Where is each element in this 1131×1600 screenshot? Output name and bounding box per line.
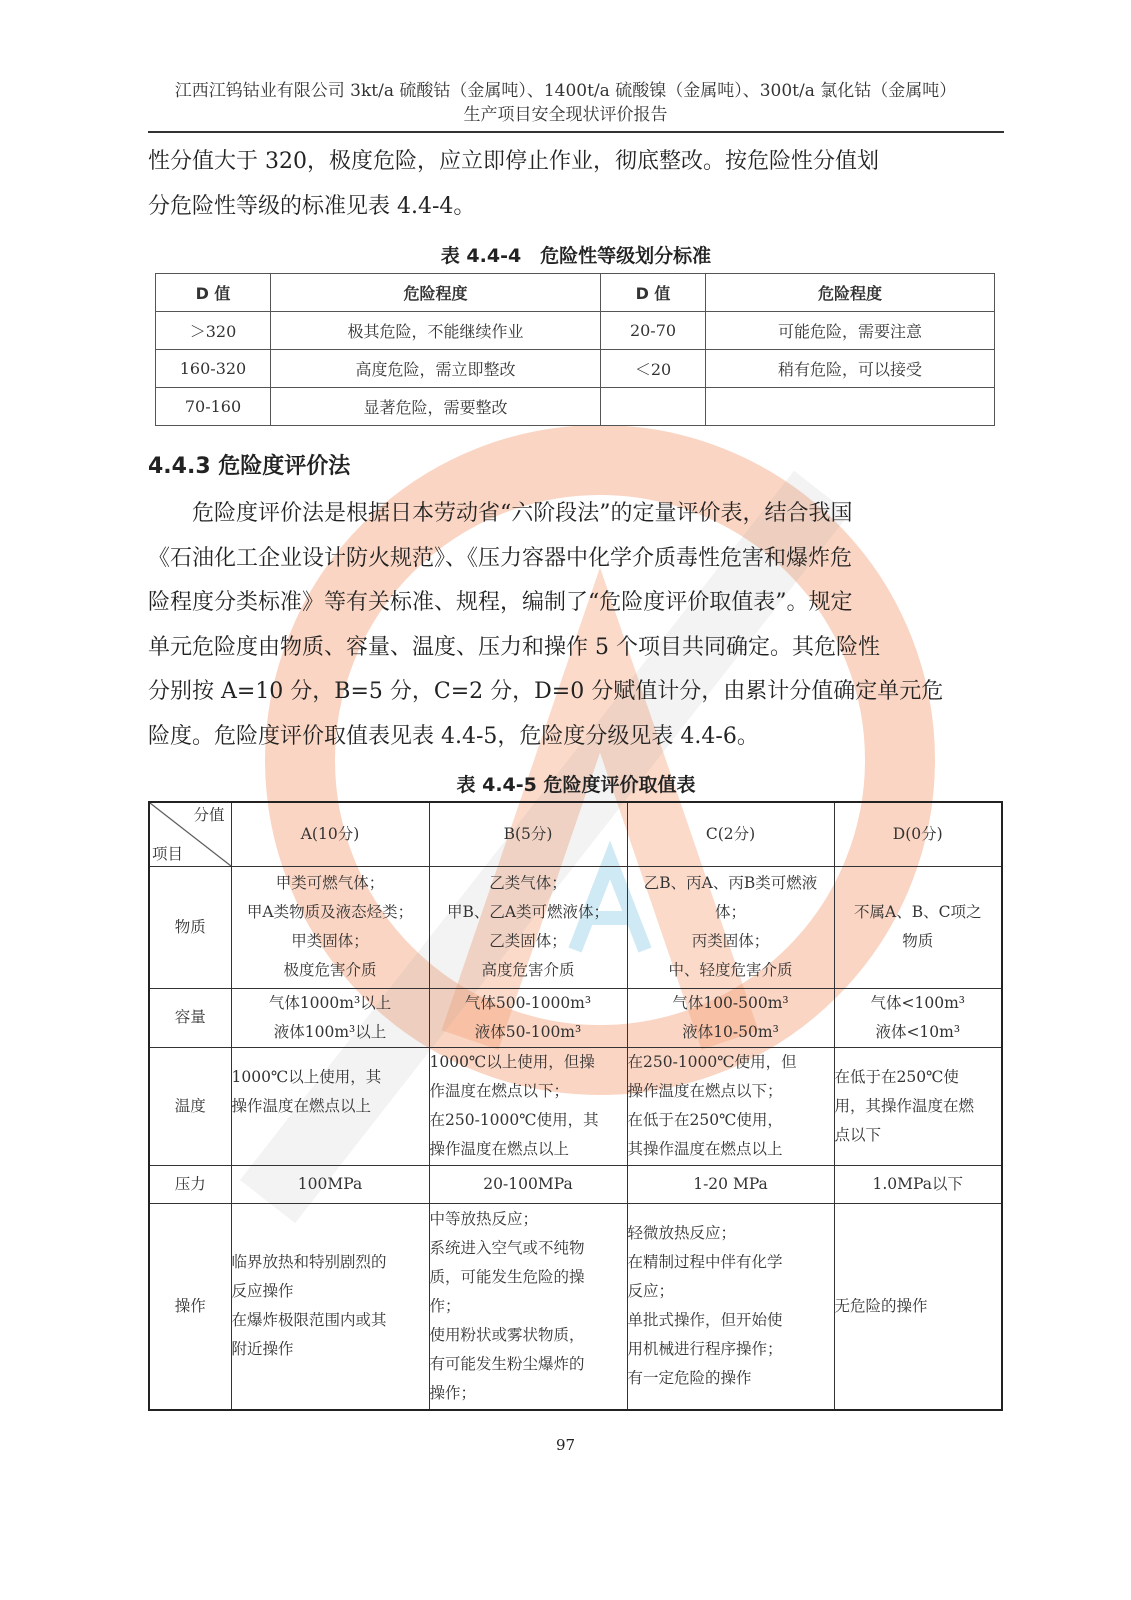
text-line: 单元危险度由物质、容量、温度、压力和操作 5 个项目共同确定。其危险性 <box>148 634 880 660</box>
column-header: D 值 <box>601 274 706 312</box>
header-subtitle: 生产项目安全现状评价报告 <box>463 105 668 125</box>
cell: 可能危险，需要注意 <box>706 312 995 350</box>
cell: 乙类气体； 甲B、乙A类可燃液体； 乙类固体； 高度危害介质 <box>429 866 627 988</box>
page-number: 97 <box>555 1436 576 1454</box>
text-line: 危险度评价法是根据日本劳动省“六阶段法”的定量评价表，结合我国 <box>148 501 853 526</box>
cell: 稍有危险，可以接受 <box>706 350 995 388</box>
row-header: 操作 <box>149 1203 231 1410</box>
cell: 1000℃以上使用，但操 作温度在燃点以下； 在250-1000℃使用，其 操作温度在燃点以上 <box>429 1047 627 1165</box>
cell: 甲类可燃气体； 甲A类物质及液态烃类； 甲类固体； 极度危害介质 <box>231 866 429 988</box>
row-header: 物质 <box>149 866 231 988</box>
table-row <box>149 1047 1002 1165</box>
section-heading: 4.4.3 危险度评价法 <box>148 454 351 479</box>
cell: 在低于在250℃使 用，其操作温度在燃 点以下 <box>834 1047 1002 1165</box>
column-header: 危险程度 <box>706 274 995 312</box>
cell: 中等放热反应； 系统进入空气或不纯物 质，可能发生危险的操 作； 使用粉状或雾状物质， 有可能发生粉尘爆炸的 操作； <box>429 1203 627 1410</box>
table-row <box>149 988 1002 1047</box>
cell: ＜20 <box>601 350 706 388</box>
column-header: C(2分) <box>627 802 834 866</box>
text-line: 险度。危险度评价取值表见表 4.4-5，危险度分级见表 4.4-6。 <box>148 723 759 749</box>
corner-label-score: 分值 <box>193 806 225 824</box>
table-row <box>149 866 1002 988</box>
text-line: 《石油化工企业设计防火规范》、《压力容器中化学介质毒性危害和爆炸危 <box>148 545 853 571</box>
column-header: 危险程度 <box>271 274 601 312</box>
cell: 乙B、丙A、丙B类可燃液 体； 丙类固体； 中、轻度危害介质 <box>627 866 834 988</box>
column-header: A(10分) <box>231 802 429 866</box>
intro-paragraph <box>148 140 1004 229</box>
cell: 气体<100m³ 液体<10m³ <box>834 988 1002 1047</box>
cell: 100MPa <box>231 1165 429 1203</box>
cell: 在250-1000℃使用，但 操作温度在燃点以下； 在低于在250℃使用， 其操作温度在燃点以上 <box>627 1047 834 1165</box>
cell: 极其危险，不能继续作业 <box>271 312 601 350</box>
cell: 无危险的操作 <box>834 1203 1002 1410</box>
column-header: D 值 <box>156 274 271 312</box>
text-line: 性分值大于 320，极度危险，应立即停止作业，彻底整改。按危险性分值划 <box>148 149 879 174</box>
header-divider <box>148 131 1004 133</box>
cell: 20-70 <box>601 312 706 350</box>
corner-label-item: 项目 <box>152 844 184 863</box>
cell: 显著危险，需要整改 <box>271 388 601 426</box>
table-row <box>149 1165 1002 1203</box>
column-header: B(5分) <box>429 802 627 866</box>
table-row <box>156 350 995 388</box>
text-line: 险程度分类标准》等有关标准、规程，编制了“危险度评价取值表”。规定 <box>148 590 853 616</box>
diagonal-header-cell <box>149 802 231 866</box>
table-caption: 表 4.4-5 危险度评价取值表 <box>456 774 696 796</box>
cell: 气体500-1000m³ 液体50-100m³ <box>429 988 627 1047</box>
text-line: 分危险性等级的标准见表 4.4-4。 <box>148 193 476 219</box>
text-line: 分别按 A=10 分，B=5 分，C=2 分，D=0 分赋值计分，由累计分值确定单元危 <box>148 679 944 705</box>
cell: ＞320 <box>156 312 271 350</box>
cell: 轻微放热反应； 在精制过程中伴有化学 反应； 单批式操作，但开始使 用机械进行程序操作； 有一定危险的操作 <box>627 1203 834 1410</box>
cell: 气体100-500m³ 液体10-50m³ <box>627 988 834 1047</box>
row-header: 容量 <box>149 988 231 1047</box>
section-paragraph <box>148 492 1004 760</box>
table-row <box>149 1203 1002 1410</box>
row-header: 压力 <box>149 1165 231 1203</box>
risk-score-table <box>148 801 1003 1411</box>
table-row <box>156 312 995 350</box>
cell: 160-320 <box>156 350 271 388</box>
table-row <box>156 388 995 426</box>
cell: 气体1000m³以上 液体100m³以上 <box>231 988 429 1047</box>
cell <box>706 388 995 426</box>
row-header: 温度 <box>149 1047 231 1165</box>
hazard-level-table <box>155 273 995 426</box>
cell: 1-20 MPa <box>627 1165 834 1203</box>
cell: 临界放热和特别剧烈的 反应操作 在爆炸极限范围内或其 附近操作 <box>231 1203 429 1410</box>
cell: 1000℃以上使用，其 操作温度在燃点以上 <box>231 1047 429 1165</box>
cell: 1.0MPa以下 <box>834 1165 1002 1203</box>
table-caption: 表 4.4-4 危险性等级划分标准 <box>440 245 712 267</box>
column-header: D(0分) <box>834 802 1002 866</box>
cell: 70-160 <box>156 388 271 426</box>
cell: 高度危险，需立即整改 <box>271 350 601 388</box>
cell: 20-100MPa <box>429 1165 627 1203</box>
cell <box>601 388 706 426</box>
cell: 不属A、B、C项之 物质 <box>834 866 1002 988</box>
header-title: 江西江钨钴业有限公司 3kt/a 硫酸钴（金属吨）、1400t/a 硫酸镍（金属吨）、300t/a 氯化钴（金属吨） <box>174 81 957 101</box>
